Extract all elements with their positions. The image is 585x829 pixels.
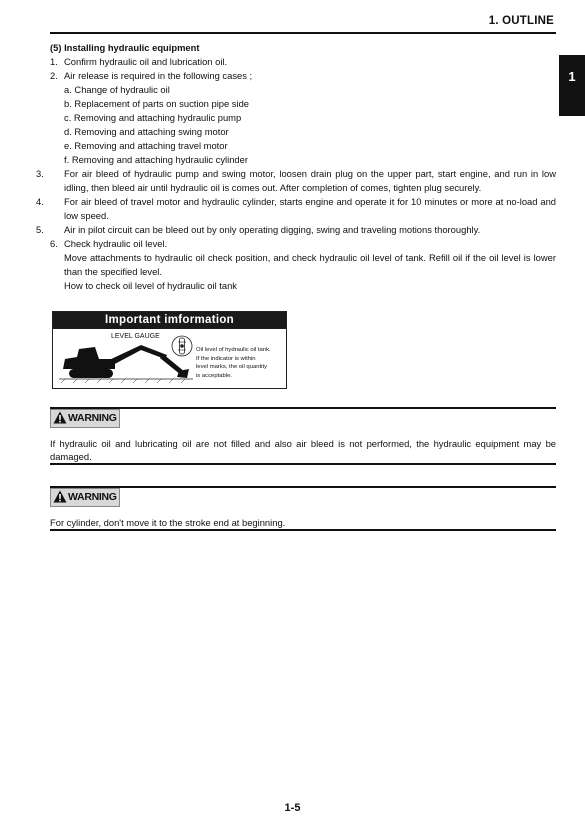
- list-item-4: 4. For air bleed of travel motor and hydraulic cylinder, starts engine and operate it for 10 minutes or more at no-load and low speed.: [36, 196, 556, 221]
- sub-item-e: e. Removing and attaching travel motor: [64, 140, 228, 151]
- list-item-6-detail: Move attachments to hydraulic oil check position, and check hydraulic oil level of tank. Refill oil if the oil level is lower than the specified level.: [64, 252, 556, 277]
- section-content: [36, 41, 556, 293]
- list-item-1: 1. Confirm hydraulic oil and lubrication oil.: [50, 56, 228, 67]
- important-information-box: [52, 311, 287, 389]
- list-item-6: 6. Check hydraulic oil level.: [50, 238, 168, 249]
- sub-item-d: d. Removing and attaching swing motor: [64, 126, 229, 137]
- page-number: 1-5: [284, 802, 301, 814]
- list-item-3: 3. For air bleed of hydraulic pump and swing motor, loosen drain plug on the upper part, start engine, and run in low idling, then bleed air until hydraulic oil is comes out. After completion of comes, tighten plug securely.: [36, 168, 556, 193]
- info-box-title: Important imformation: [53, 312, 286, 329]
- header-title: 1. OUTLINE: [488, 15, 554, 27]
- section-title: (5) Installing hydraulic equipment: [50, 42, 200, 53]
- list-item-6-check: How to check oil level of hydraulic oil tank: [64, 280, 237, 291]
- warning-triangle-icon: [53, 411, 67, 424]
- warning-2-bottom-rule: [50, 529, 556, 531]
- warning-2-badge: WARNING: [50, 488, 120, 507]
- info-box-note: Oil level of hydraulic oil tank. If the indicator is within level marks, the oil quantity is acceptable.: [196, 347, 271, 379]
- sub-item-b: b. Replacement of parts on suction pipe side: [64, 98, 250, 109]
- list-item-5: 5. Air in pilot circuit can be bleed out by only operating digging, swing and traveling motions thoroughly.: [36, 224, 481, 235]
- warning-1-badge: WARNING: [50, 409, 120, 428]
- chapter-tab: 1: [559, 55, 585, 116]
- warning-2-top-rule: [50, 486, 556, 488]
- excavator-illustration: [57, 331, 197, 385]
- sub-item-c: c. Removing and attaching hydraulic pump: [64, 112, 242, 123]
- warning-1-text: If hydraulic oil and lubricating oil are not filled and also air bleed is not performed, the hydraulic equipment may be damaged.: [50, 438, 556, 462]
- warning-2-text: For cylinder, don't move it to the stroke end at beginning.: [50, 517, 286, 528]
- header-rule: [50, 32, 556, 34]
- sub-item-f: f. Removing and attaching hydraulic cylinder: [64, 154, 248, 165]
- warning-triangle-icon: [53, 490, 67, 503]
- warning-1-bottom-rule: [50, 463, 556, 465]
- level-gauge-label: LEVEL GAUGE: [111, 333, 160, 340]
- sub-item-a: a. Change of hydraulic oil: [64, 84, 170, 95]
- warning-1-top-rule: [50, 407, 556, 409]
- list-item-2: 2. Air release is required in the following cases ;: [50, 70, 253, 81]
